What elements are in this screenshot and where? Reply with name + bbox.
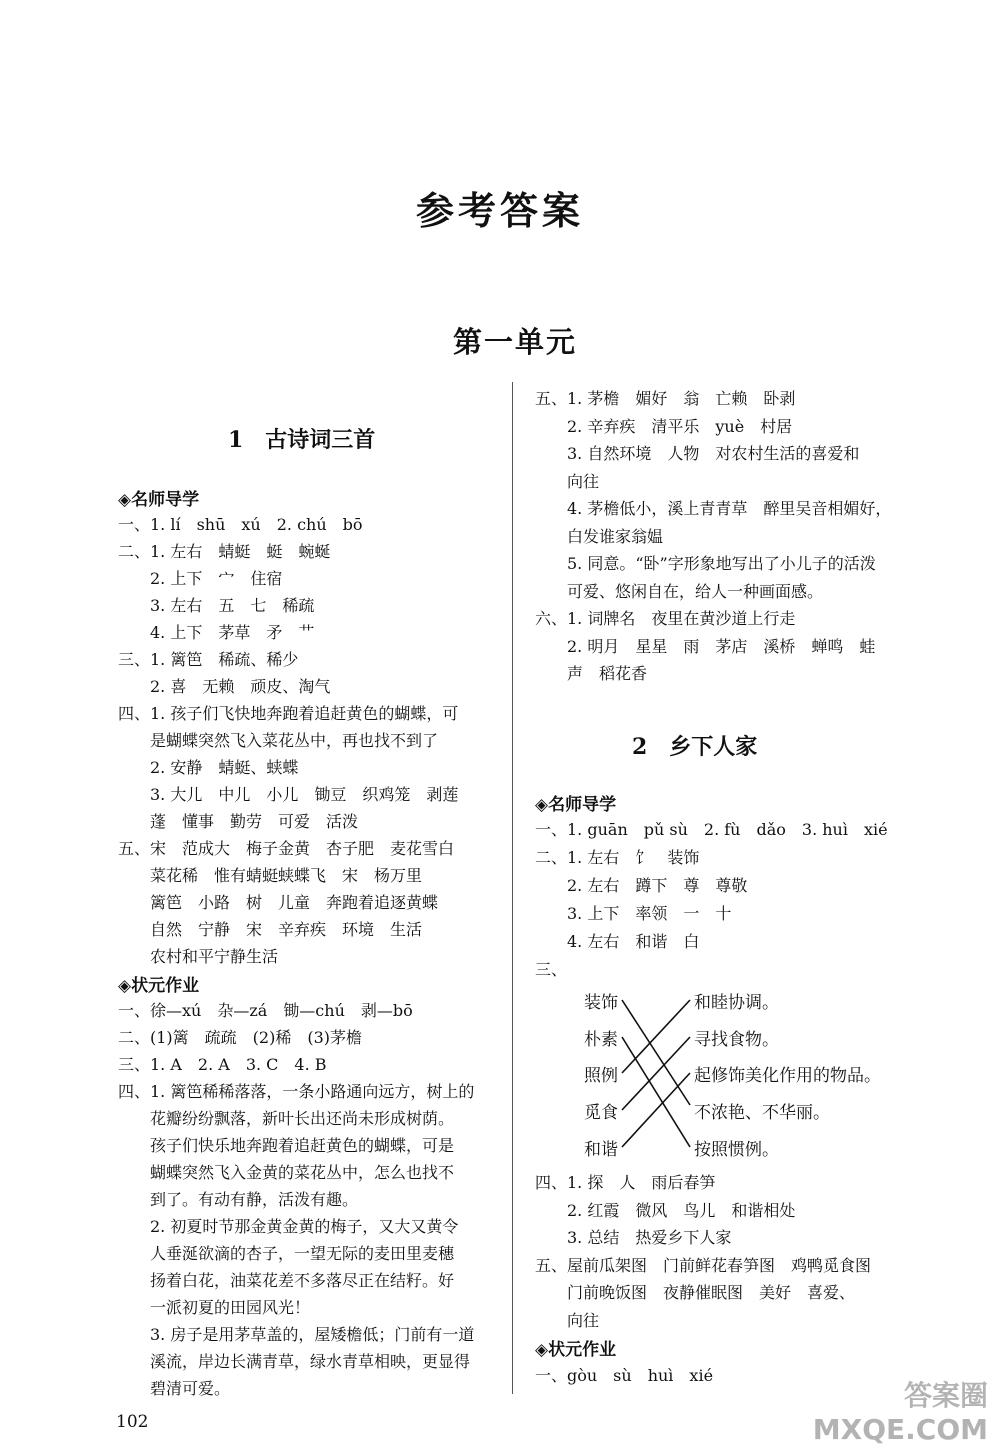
- answer-line: 4. 上下 茅草 矛 艹: [118, 623, 315, 642]
- answer-line: 3. 房子是用茅草盖的，屋矮檐低；门前有一道: [118, 1325, 475, 1344]
- watermark-line2: MXQE.COM: [812, 1413, 988, 1446]
- answer-line: 是蝴蝶突然飞入菜花丛中，再也找不到了: [118, 731, 439, 750]
- match-left-word: 朴素: [584, 1030, 618, 1050]
- match-right-definition: 和睦协调。: [694, 993, 779, 1013]
- answer-line: 五、宋 范成大 梅子金黄 杏子肥 麦花雪白: [118, 839, 455, 858]
- answer-line: 农村和平宁静生活: [118, 947, 279, 966]
- answer-line: 2. 初夏时节那金黄金黄的梅子，又大又黄令: [118, 1217, 459, 1236]
- answer-line: 一、徐—xú 杂—zá 锄—chú 剥—bō: [118, 1001, 413, 1020]
- answer-line: 扬着白花，油菜花差不多落尽正在结籽。好: [118, 1271, 455, 1290]
- answer-line: 3. 上下 率领 一 十: [535, 904, 732, 923]
- answer-line: 二、1. 左右 饣 装饰: [535, 848, 700, 867]
- page-title: 参考答案: [415, 188, 584, 233]
- answer-line: 2. 安静 蜻蜓、蛱蝶: [118, 758, 299, 777]
- answer-line: 自然 宁静 宋 辛弃疾 环境 生活: [118, 920, 423, 939]
- answer-line: 蝴蝶突然飞入金黄的菜花丛中，怎么也找不: [118, 1163, 455, 1182]
- answer-line: 5. 同意。“卧”字形象地写出了小儿子的活泼: [535, 554, 876, 573]
- answer-line: 向往: [535, 471, 600, 491]
- answer-line: 五、1. 茅檐 媚好 翁 亡赖 卧剥: [535, 389, 796, 408]
- answer-line: 一、gòu sù huì xié: [535, 1366, 714, 1385]
- answer-line: 4. 左右 和谐 白: [535, 932, 700, 951]
- answer-line: 六、1. 词牌名 夜里在黄沙道上行走: [535, 609, 796, 628]
- unit-title: 第一单元: [452, 325, 577, 359]
- answer-line: 三、1. 篱笆 稀疏、稀少: [118, 650, 299, 669]
- answer-line: 一、1. lí shū xú 2. chú bō: [118, 515, 363, 534]
- match-right-definition: 起修饰美化作用的物品。: [694, 1066, 881, 1086]
- match-left-word: 照例: [584, 1066, 618, 1086]
- match-left-word: 觅食: [584, 1103, 618, 1123]
- answer-line: 一派初夏的田园风光！: [118, 1298, 311, 1317]
- answer-line: 2. 上下 宀 住宿: [118, 569, 283, 588]
- answer-line: 五、屋前瓜架图 门前鲜花春笋图 鸡鸭觅食图: [535, 1255, 872, 1275]
- answer-line: 孩子们快乐地奔跑着追赶黄色的蝴蝶，可是: [118, 1136, 455, 1155]
- answer-line: 到了。有动有静，活泼有趣。: [118, 1190, 359, 1209]
- answer-line: 溪流，岸边长满青草，绿水青草相映，更显得: [118, 1352, 471, 1371]
- answer-line: 菜花稀 惟有蜻蜓蛱蝶飞 宋 杨万里: [118, 866, 423, 885]
- answer-line: 3. 总结 热爱乡下人家: [535, 1228, 732, 1247]
- match-right-definition: 按照惯例。: [694, 1140, 779, 1160]
- watermark-line1: 答案圈: [903, 1379, 988, 1412]
- answer-line: 4. 茅檐低小，溪上青青草 醉里吴音相媚好，: [535, 499, 892, 518]
- match-right-definition: 不浓艳、不华丽。: [694, 1103, 830, 1123]
- answer-line: 三、: [535, 960, 568, 979]
- answer-line: 花瓣纷纷飘落，新叶长出还尚未形成树荫。: [118, 1109, 455, 1128]
- answer-line: 白发谁家翁媪: [535, 526, 664, 546]
- answer-line: 四、1. 孩子们飞快地奔跑着追赶黄色的蝴蝶，可: [118, 704, 459, 723]
- answer-line: 三、1. A 2. A 3. C 4. B: [118, 1055, 327, 1074]
- answer-line: 2. 辛弃疾 清平乐 yuè 村居: [535, 416, 793, 436]
- answer-line: 四、1. 探 人 雨后春笋: [535, 1173, 716, 1192]
- section-heading: ◈状元作业: [535, 1340, 617, 1360]
- answer-line: 一、1. guān pǔ sù 2. fù dǎo 3. huì xié: [535, 820, 888, 839]
- answer-line: 2. 明月 星星 雨 茅店 溪桥 蝉鸣 蛙: [535, 636, 876, 656]
- answer-line: 四、1. 篱笆稀稀落落，一条小路通向远方，树上的: [118, 1082, 475, 1101]
- answer-line: 篱笆 小路 树 儿童 奔跑着追逐黄蝶: [118, 893, 439, 912]
- page-number: 102: [116, 1412, 149, 1432]
- lesson-2-title: 2 乡下人家: [632, 734, 758, 760]
- answer-line: 3. 自然环境 人物 对农村生活的喜爱和: [535, 444, 860, 463]
- match-left-word: 和谐: [584, 1140, 618, 1160]
- section-heading: ◈名师导学: [535, 795, 617, 815]
- answer-line: 可爱、悠闲自在，给人一种画面感。: [535, 581, 824, 601]
- answer-line: 蓬 懂事 勤劳 可爱 活泼: [118, 812, 359, 831]
- answer-line: 2. 左右 蹲下 尊 尊敬: [535, 876, 748, 895]
- match-left-word: 装饰: [584, 993, 618, 1013]
- answer-line: 二、1. 左右 蜻蜓 蜓 蜿蜒: [118, 542, 331, 561]
- answer-line: 2. 喜 无赖 顽皮、淘气: [118, 677, 331, 696]
- answer-line: 3. 左右 五 七 稀疏: [118, 596, 315, 615]
- match-right-definition: 寻找食物。: [694, 1030, 779, 1050]
- watermark: [813, 1379, 988, 1447]
- answer-line: 3. 大儿 中儿 小儿 锄豆 织鸡笼 剥莲: [118, 785, 459, 804]
- section-heading: ◈名师导学: [118, 490, 200, 510]
- answer-line: 人垂涎欲滴的杏子，一望无际的麦田里麦穗: [118, 1244, 455, 1263]
- answer-line: 碧清可爱。: [118, 1379, 231, 1398]
- section-heading: ◈状元作业: [118, 976, 200, 996]
- answer-line: 2. 红霞 微风 鸟儿 和谐相处: [535, 1200, 796, 1220]
- answer-line: 二、(1)篱 疏疏 (2)稀 (3)茅檐: [118, 1028, 362, 1047]
- answer-line: 门前晚饭图 夜静催眠图 美好 喜爱、: [535, 1283, 856, 1302]
- answer-line: 声 稻花香: [535, 664, 648, 683]
- answer-line: 向往: [535, 1310, 600, 1330]
- lesson-1-title: 1 古诗词三首: [228, 427, 376, 453]
